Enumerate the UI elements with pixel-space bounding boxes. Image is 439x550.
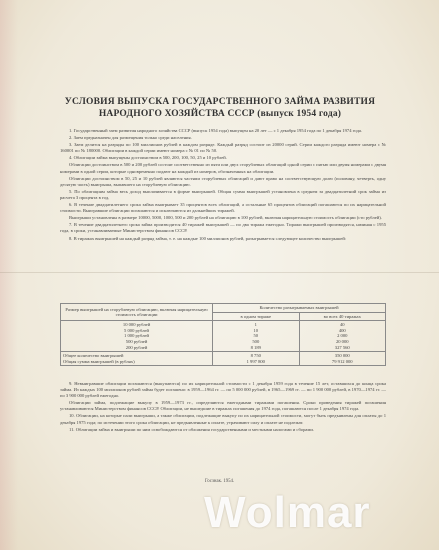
all-draws-count: 327 560 <box>334 344 350 350</box>
document-title <box>40 96 400 120</box>
watermark-logo: Wolmar <box>204 488 371 537</box>
paragraph-10: 10. Облигации, на которые пали выигрыши, а также облигации, подлежащие выкупу по их нарицательной стоимости, могут быть предъявлены для оплаты до 1 декабря 1975 года; по истечении этого срока облигации, не предъявленные к оплате, утрачивают силу и оплате не подлежат. <box>60 413 386 425</box>
paragraph-6a: Выигрыши установлены в размере 10000, 5000, 1000, 500 и 200 рублей на облигацию в 100 рублей, включая нарицательную стоимость облигации (сто рублей). <box>69 215 382 221</box>
one-draw-cell <box>213 321 299 352</box>
prize-size: 1 000 рублей <box>124 333 150 339</box>
all-draws-count: 40 <box>339 322 345 328</box>
total-sum-label: Общая сумма выигрышей (в рублях) <box>63 358 135 364</box>
one-draw-count: 1 <box>254 322 257 328</box>
total-sum-all: 79 912 000 <box>331 358 353 364</box>
total-sum-one: 1 997 800 <box>246 358 265 364</box>
header-count-group: Количество разыгрываемых выигрышей <box>213 304 386 313</box>
prize-size: 200 рублей <box>125 344 148 350</box>
paragraph-4a: Облигации достоинством в 500 и 200 рублей состоят соответственно из пяти или двух сторублевых облигаций одной серии с пятью или двумя номерами с двумя номерами в одной серии, которые одновременно подают на каждый из номеров, обозначенных на облигации. <box>60 162 386 174</box>
paragraph-7: 7. В течение двадцатилетнего срока займа производится 40 тиражей выигрышей — по два тиража ежегодно. Тиражи выигрышей производятся, начиная с 1955 года, в сроки, устанавливаемые Министерством финансов СССР. <box>60 222 386 234</box>
title-line-2: НАРОДНОГО ХОЗЯЙСТВА СССР (выпуск 1954 года) <box>98 109 342 119</box>
winnings-table <box>60 303 386 366</box>
printer-imprint: Госзнак. 1954. <box>204 479 235 484</box>
all-draws-count: 20 000 <box>335 338 349 344</box>
paragraph-2: 2. Заем предназначен для размещения только среди населения. <box>69 135 192 141</box>
paper-fold-line <box>0 272 439 273</box>
all-draws-cell <box>299 321 385 352</box>
totals-one-cell <box>213 352 299 366</box>
paragraph-9: 9. Невыигравшие облигации погашаются (выкупаются) по их нарицательной стоимости с 1 декабря 1959 года в течение 15 лет, оставшихся до конца срока займа. Из каждых 100 миллионов рублей займа будет погашено: в 1959—1964 гг. — по 5 000 000 рублей, в 1965—1969 гг. — по 1 900 000 рублей, в 1970—1974 гг. — по 3 900 000 рублей ежегодно. <box>60 381 386 399</box>
paragraph-6: 6. В течение двадцатилетнего срока займа выигрывает 35 процентов всех облигаций, а остальные 65 процентов облигаций погашаются по их нарицательной стоимости. Выигравшие облигации погашаются и исключаются из дальнейших тиражей. <box>60 202 386 214</box>
all-draws-count: 2 000 <box>337 333 348 339</box>
paragraph-1: 1. Государственный заем развития народного хозяйства СССР (выпуск 1954 года) выпущен на 20 лет — с 1 декабря 1954 года по 1 декабря 1974 года. <box>69 128 363 133</box>
paragraph-11: 11. Облигации займа и выигрыши по ним освобождаются от обложения государственными и местными налогами и сборами. <box>69 426 314 432</box>
paragraph-9a: Облигации займа, подлежащие выкупу в 1959—1973 гг., определяются ежегодными тиражами погашения. Сроки проведения тиражей погашения устанавливаются Министерством финансов СССР. Облигации, не вышедшие в тиражах погашения до 1974 года, погашаются после 1 декабря 1974 года. <box>60 400 386 412</box>
table-row <box>61 321 386 352</box>
table-header-row <box>61 304 386 313</box>
conditions-text <box>60 128 386 243</box>
table-row <box>61 352 386 366</box>
prize-size: 500 рублей <box>125 338 148 344</box>
one-draw-count: 500 <box>252 338 260 344</box>
one-draw-count: 8 189 <box>250 344 261 350</box>
all-draws-count: 400 <box>338 327 346 333</box>
prize-size: 10 000 рублей <box>122 322 151 328</box>
paragraph-3: 3. Заем делится на разряды по 100 миллионов рублей в каждом разряде. Каждый разряд состоит из 20000 серий. Серии каждого разряда имеют номера с № 160001 по № 180000. Облигации в каждой серии имеют номера с № 01 по № 50. <box>60 142 386 154</box>
header-all-draws: во всех 40 тиражах <box>299 312 385 321</box>
prize-size-cell <box>61 321 213 352</box>
paragraph-5: 5. По облигациям займа весь доход выплачивается в форме выигрышей. Общая сумма выигрышей установлена в среднем за двадцатилетний срок займа из расчета 3 процента в год. <box>60 188 386 200</box>
title-line-1: УСЛОВИЯ ВЫПУСКА ГОСУДАРСТВЕННОГО ЗАЙМА РАЗВИТИЯ <box>64 97 376 107</box>
paragraph-4b: Облигации достоинством в 50, 25 и 10 рублей являются частями сторублевых облигаций и дают право на соответствующую долю (половину, четверть, одну десятую часть) выигрыша, выпавшего на сторублевую облигацию. <box>60 175 386 187</box>
total-count-label: Общее количество выигрышей <box>63 353 124 359</box>
one-draw-count: 50 <box>253 333 259 339</box>
header-one-draw: в одном тираже <box>213 312 299 321</box>
paragraph-8: 8. В тиражах выигрышей на каждый разряд займа, т. е. на каждые 100 миллионов рублей, разыгрывается следующее количество выигрышей: <box>69 235 347 241</box>
total-count-all: 350 000 <box>334 353 350 359</box>
totals-label-cell <box>61 352 213 366</box>
conditions-text-continued <box>60 381 386 434</box>
paragraph-4: 4. Облигации займа выпущены достоинством в 500, 200, 100, 50, 25 и 10 рублей. <box>69 155 227 161</box>
header-prize-size: Размер выигрышей на сторублевую облигацию, включая нарицательную стоимость облигации <box>61 304 213 321</box>
paper-edge-tint <box>0 0 18 550</box>
one-draw-count: 10 <box>253 327 259 333</box>
totals-all-cell <box>299 352 385 366</box>
total-count-one: 8 750 <box>250 353 261 359</box>
prize-size: 5 000 рублей <box>124 327 150 333</box>
